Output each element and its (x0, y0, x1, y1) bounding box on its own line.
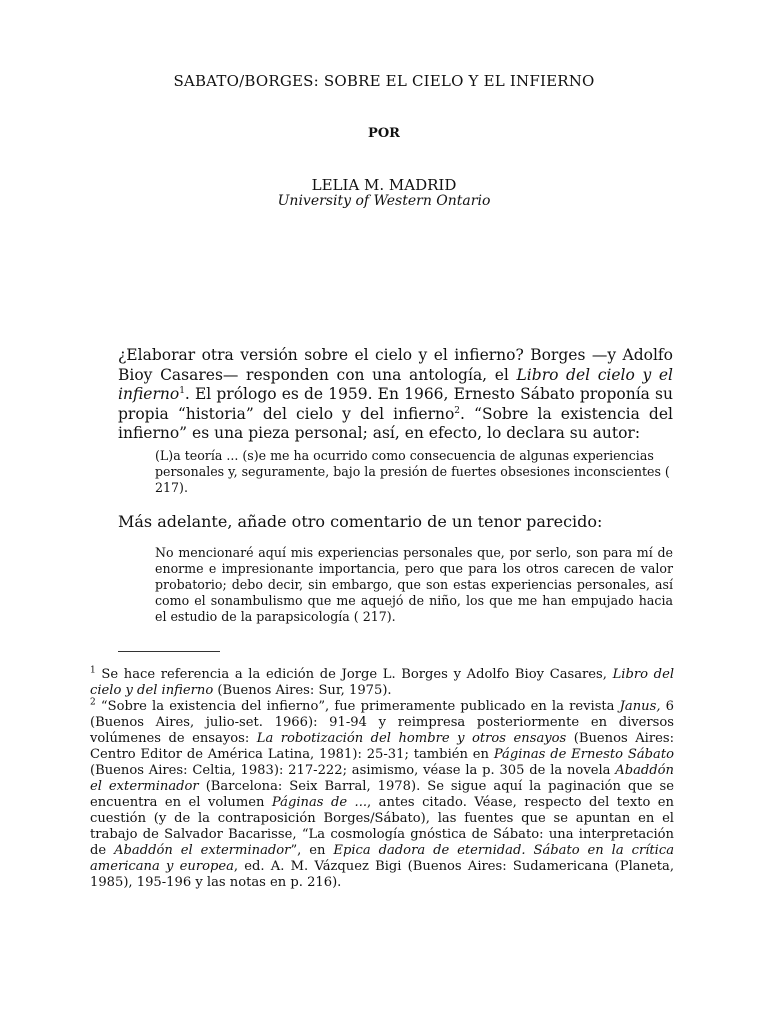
footnote-1: $^1$ Se hace referencia a la edición de Jorge L. Borges y Adolfo Bioy Casares, Libro del cielo y del infierno (Buenos Aires: Sur, 1975). (90, 665, 675, 698)
footnote-ref-2[interactable]: 2 (454, 405, 461, 416)
footnote-2: $^2$ “Sobre la existencia del infierno”, fue primeramente publicado en la revista Janus, 6 (Buenos Aires, julio-set. 1966): 91-94 y reimpresa posteriormente en diversos volúmenes de ensayos: La robotización del hombre y otros ensayos (Buenos Aires: Centro Editor de América Latina, 1981): 25-31; también en Páginas de Ernesto Sábato (Buenos Aires: Celtia, 1983): 217-222; asimismo, véase la p. 305 de la novela Abaddón el exterminador (Barcelona: Seix Barral, 1978). Se sigue aquí la paginación que se encuentra en el volumen Páginas de ..., antes citado. Véase, respecto del texto en cuestión (y de la contraposición Borges/Sábato), las fuentes que se apuntan en el trabajo de Salvador Bacarisse, “La cosmología gnóstica de Sábato: una interpretación de Abaddón el exterminador”, en Epica dadora de eternidad. Sábato en la crítica americana y europea, ed. A. M. Vázquez Bigi (Buenos Aires: Sudamericana (Planeta, 1985), 195-196 y las notas en p. 216). (90, 697, 675, 890)
footnote-separator (118, 651, 220, 652)
author-affiliation: University of Western Ontario (277, 193, 491, 209)
transition-paragraph: Más adelante, añade otro comentario de un tenor parecido: (118, 512, 603, 531)
footnote-ref-1[interactable]: 1 (179, 385, 185, 396)
by-line: POR (368, 126, 400, 141)
footnotes (90, 667, 674, 891)
intro-paragraph: ¿Elaborar otra versión sobre el cielo y el infierno? Borges —y Adolfo Bioy Casares— responden con una antología, el Libro del cielo y el infierno$^1$. El prólogo es de 1959. En 1966, Ernesto Sábato proponía su propia “historia” del cielo y del infierno$^2$. “Sobre la existencia del infierno” es una pieza personal; así, en efecto, lo declara su autor: (118, 346, 674, 442)
article-title: SABATO/BORGES: SOBRE EL CIELO Y EL INFIERNO (173, 72, 595, 90)
block-quote-1: (L)a teoría ... (s)e me ha ocurrido como consecuencia de algunas experiencias personales y, seguramente, bajo la presión de fuertes obsesiones inconscientes ( 217). (155, 448, 670, 495)
block-quote-2: No mencionaré aquí mis experiencias personales que, por serlo, son para mí de enorme e impresionante importancia, pero que para los otros carecen de valor probatorio; debo decir, sin embargo, que son estas experiencias personales, así como el sonambulismo que me aquejó de niño, los que me han empujado hacia el estudio de la parapsicología ( 217). (155, 545, 673, 624)
book-title-italic: Libro del cielo y el infierno (118, 365, 674, 403)
author-name: LELIA M. MADRID (311, 176, 457, 194)
